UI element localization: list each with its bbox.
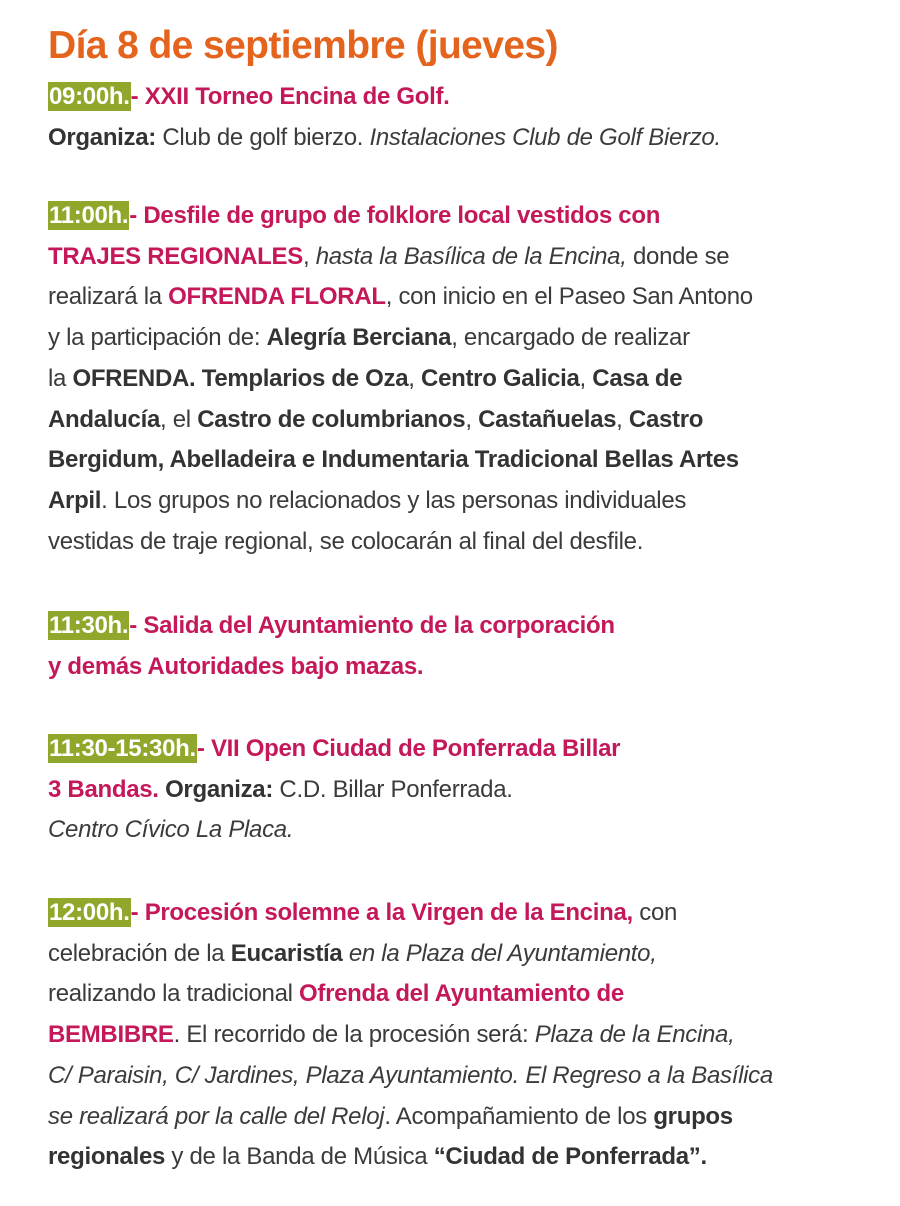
- event-text-segment: con: [632, 899, 678, 926]
- event-text-segment: ,: [408, 364, 422, 392]
- event-text-line: [48, 894, 677, 932]
- event-text-segment: Organiza:: [165, 775, 274, 803]
- event-text-line: [48, 238, 729, 276]
- page-title: Día 8 de septiembre (jueves): [48, 24, 558, 67]
- event-text-line: [48, 730, 620, 768]
- event-text-segment: 3 Bandas.: [48, 775, 159, 803]
- event-text-line: [48, 1098, 733, 1136]
- event-text-segment: Centro Cívico La Placa.: [48, 816, 294, 844]
- event-text-segment: Salida del Ayuntamiento de la corporación: [143, 612, 615, 639]
- event-text-segment: Andalucía: [48, 405, 160, 433]
- event-text-segment: y demás Autoridades bajo mazas.: [48, 652, 424, 680]
- event-text-segment: VII Open Ciudad de Ponferrada Billar: [210, 735, 621, 762]
- event-text-segment: Eucaristía: [230, 939, 343, 967]
- event-text-line: [48, 78, 450, 116]
- event-text-line: [48, 278, 753, 316]
- event-text-segment: BEMBIBRE: [48, 1021, 174, 1049]
- event-text-segment: Casa de: [592, 364, 683, 392]
- event-text-segment: XXII Torneo Encina de Golf.: [144, 83, 450, 110]
- event-text-line: [48, 482, 686, 520]
- event-time-badge: 12:00h.: [49, 899, 130, 926]
- event-text-line: [48, 648, 423, 686]
- event-text-segment: en la Plaza del Ayuntamiento,: [348, 939, 657, 967]
- event-text-line: [48, 1057, 773, 1095]
- event-text-segment: realizará la: [48, 283, 169, 311]
- event-text-segment: se realizará por la calle del Reloj: [48, 1102, 385, 1130]
- event-text-segment: y de la Banda de Música: [165, 1143, 434, 1171]
- event-text-segment: C/ Paraisin, C/ Jardines, Plaza Ayuntamiento. El Regreso a la Basílica: [48, 1061, 773, 1089]
- event-text-segment: Instalaciones Club de Golf Bierzo.: [369, 123, 721, 151]
- event-text-segment: vestidas de traje regional, se colocarán al final del desfile.: [48, 527, 644, 555]
- event-text-line: [48, 607, 615, 645]
- event-text-segment: ,: [302, 242, 316, 270]
- event-text-segment: donde se: [626, 242, 730, 270]
- event-text-line: [48, 1138, 707, 1176]
- event-text-segment: Centro Galicia: [421, 364, 580, 392]
- event-text-segment: Ofrenda del Ayuntamiento de: [299, 980, 624, 1008]
- event-text-segment: Castro: [628, 405, 704, 433]
- event-text-segment: OFRENDA FLORAL: [168, 283, 386, 311]
- event-text-segment: . Los grupos no relacionados y las personas individuales: [101, 486, 687, 514]
- event-text-line: [48, 401, 703, 439]
- event-text-segment: grupos: [653, 1102, 733, 1130]
- time-separator: -: [196, 735, 211, 762]
- event-text-segment: ,: [579, 364, 593, 392]
- event-text-segment: Castañuelas: [478, 405, 617, 433]
- event-text-line: [48, 360, 682, 398]
- event-text-segment: . Acompañamiento de los: [384, 1102, 654, 1130]
- event-text-line: [48, 935, 657, 973]
- event-text-line: [48, 119, 721, 157]
- event-text-segment: regionales: [48, 1143, 166, 1171]
- event-text-segment: Procesión solemne a la Virgen de la Encina,: [144, 899, 633, 926]
- event-text-line: [48, 441, 739, 479]
- event-text-segment: realizando la tradicional: [48, 980, 300, 1008]
- event-text-segment: TRAJES REGIONALES: [48, 242, 303, 270]
- event-time-badge: 09:00h.: [49, 83, 130, 110]
- event-text-segment: , encargado de realizar: [451, 324, 690, 352]
- time-separator: -: [129, 202, 144, 229]
- time-separator: -: [129, 612, 144, 639]
- event-text-line: [48, 771, 513, 809]
- event-text-segment: y la participación de:: [48, 324, 267, 352]
- event-text-segment: hasta la Basílica de la Encina,: [315, 242, 627, 270]
- event-text-segment: , con inicio en el Paseo San Antono: [385, 283, 753, 311]
- event-text-segment: C.D. Billar Ponferrada.: [273, 775, 513, 803]
- event-text-line: [48, 1016, 734, 1054]
- event-text-segment: Castro de columbrianos: [197, 405, 466, 433]
- event-text-line: [48, 811, 293, 849]
- event-text-segment: . El recorrido de la procesión será:: [173, 1021, 535, 1049]
- event-text-segment: , el: [160, 405, 198, 433]
- event-text-segment: ,: [616, 405, 629, 433]
- event-text-line: [48, 975, 624, 1013]
- event-text-segment: la: [48, 364, 73, 392]
- event-time-badge: 11:00h.: [49, 202, 129, 229]
- event-text-segment: OFRENDA. Templarios de Oza: [72, 364, 409, 392]
- event-text-line: [48, 523, 643, 561]
- event-time-badge: 11:30-15:30h.: [49, 735, 196, 762]
- event-text-segment: Alegría Berciana: [266, 324, 452, 352]
- event-text-segment: “Ciudad de Ponferrada”.: [433, 1143, 707, 1171]
- event-text-segment: Bergidum, Abelladeira e Indumentaria Tradicional Bellas Artes: [48, 446, 739, 474]
- event-text-segment: celebración de la: [48, 939, 231, 967]
- event-text-line: [48, 197, 660, 235]
- event-text-line: [48, 319, 690, 357]
- event-text-segment: Arpil: [48, 486, 102, 514]
- event-time-badge: 11:30h.: [49, 612, 129, 639]
- event-text-segment: Organiza:: [48, 123, 156, 151]
- event-text-segment: Plaza de la Encina,: [534, 1021, 735, 1049]
- time-separator: -: [130, 83, 145, 110]
- time-separator: -: [130, 899, 145, 926]
- event-text-segment: Desfile de grupo de folklore local vestidos con: [143, 202, 661, 229]
- event-text-segment: ,: [465, 405, 479, 433]
- event-text-segment: Club de golf bierzo.: [155, 123, 370, 151]
